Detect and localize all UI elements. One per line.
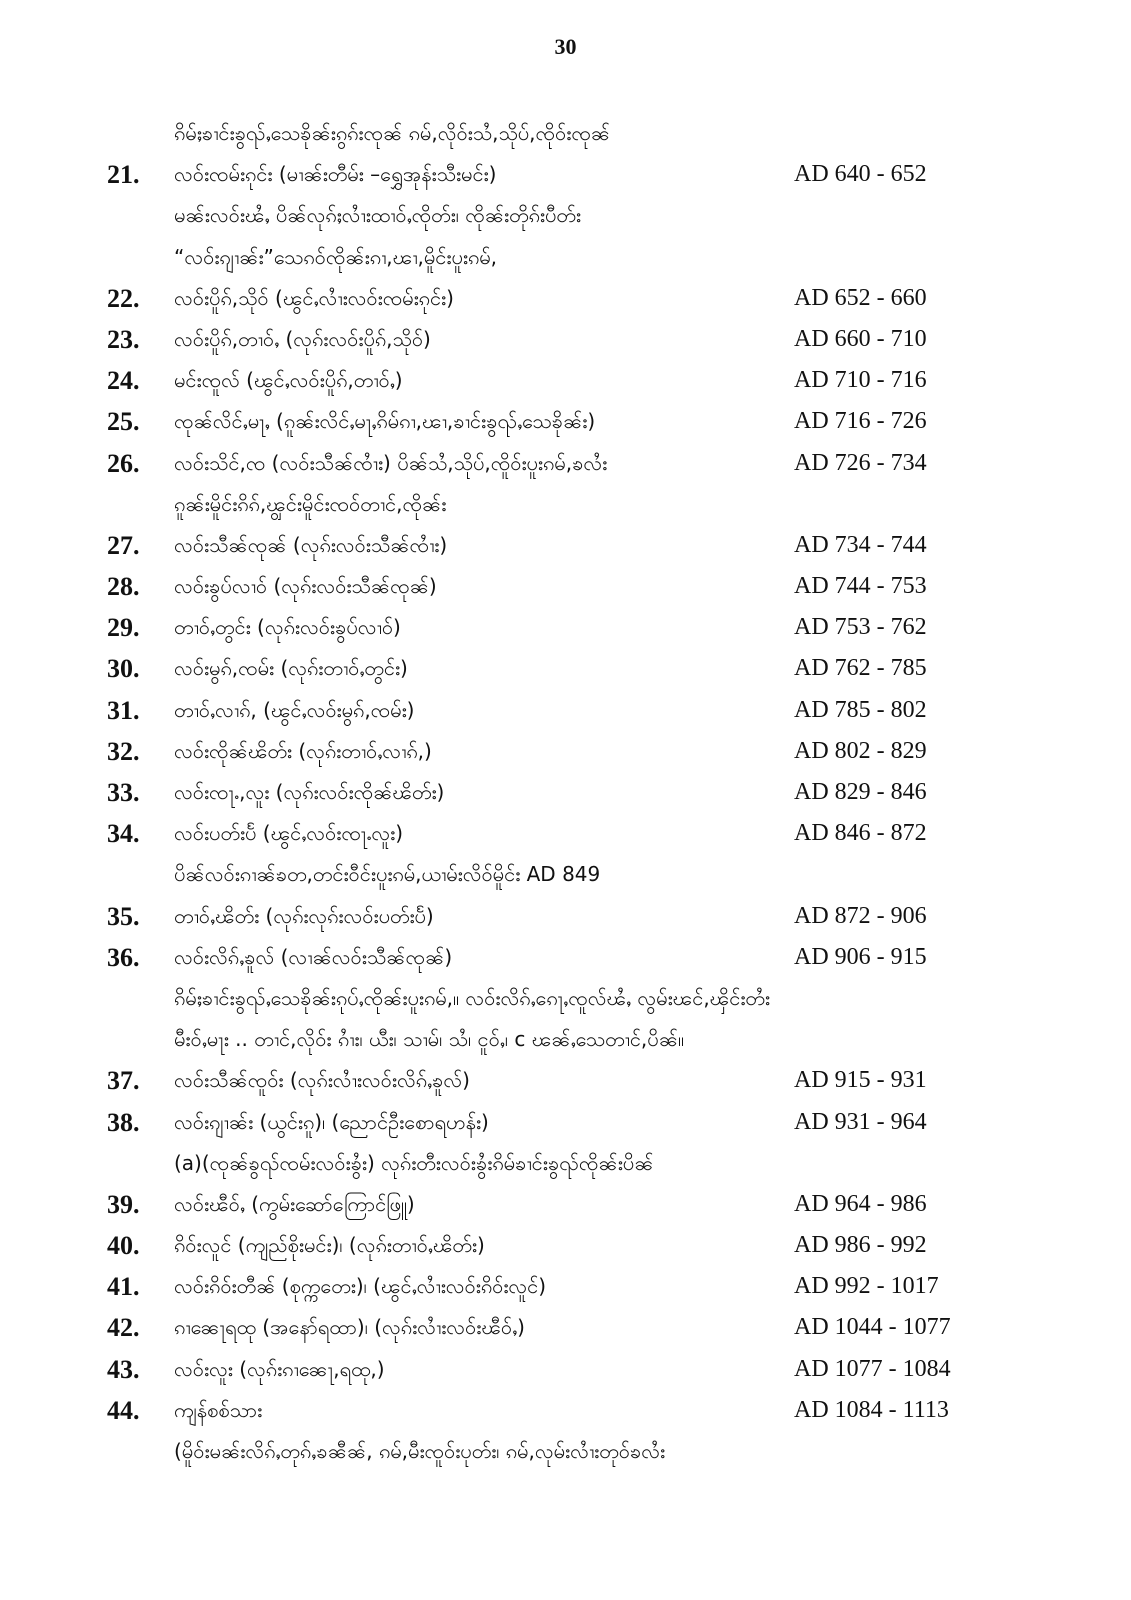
- entry-text: တၢဝ်ႇၽိတ်း (လုၵ်းလုၵ်းလဝ်းပတ်းပႅ): [174, 903, 434, 928]
- entry-number: 43.: [107, 1354, 140, 1384]
- entry-row: [0, 937, 1131, 978]
- entry-text: ကျန်စစ်သား: [174, 1397, 263, 1422]
- entry-date-range: AD 710 - 716: [794, 367, 927, 394]
- entry-number: 42.: [107, 1313, 140, 1343]
- entry-row: [0, 566, 1131, 607]
- entry-number: 29.: [107, 613, 140, 643]
- entry-number: 35.: [107, 901, 140, 931]
- entry-date-range: AD 829 - 846: [794, 779, 927, 805]
- entry-text: လဝ်းလူး (လုၵ်းၵၢၼေႃ,ရထု,): [174, 1356, 385, 1381]
- entry-number: 31.: [107, 695, 140, 725]
- continuation-row: [0, 1143, 1131, 1184]
- entry-date-range: AD 734 - 744: [794, 531, 927, 558]
- entry-row: [0, 443, 1131, 484]
- continuation-row: [0, 195, 1131, 236]
- entry-row: [0, 1390, 1131, 1431]
- entry-text: (မိူဝ်းမၼ်းလိၵ်ႇတုၵ်ႇၶၼီၼ်, ၵမ်,မီးၸူဝ်းပုတ်း၊ ၵမ်,လုမ်းလၢႆးတုဝ်ၶလႆး: [174, 1439, 666, 1463]
- entry-text: လဝ်းသိင်,ၸ (လဝ်းသီၼ်ၸၢႆး) ပိၼ်သႆ,သိုပ်,ၸိူဝ်းပူးၵမ်,ၶလႆး: [174, 450, 608, 475]
- entry-row: [0, 319, 1131, 360]
- entry-text: လဝ်းပတ်းပႅ (ၽွင်ႇလဝ်းၸႃႉလူး): [174, 821, 404, 846]
- entry-date-range: AD 785 - 802: [794, 696, 927, 723]
- entry-number: 22.: [107, 283, 140, 313]
- continuation-row: [0, 1431, 1131, 1472]
- entry-number: 37.: [107, 1066, 140, 1096]
- entry-date-range: AD 660 - 710: [794, 325, 927, 352]
- entry-text: လဝ်းမွၵ်,ၸမ်း (လုၵ်းတၢဝ်ႇတွင်း): [174, 656, 408, 681]
- entry-text: မီးဝ်ႇမႃး .. တၢင်,လိုဝ်း ၵၢႆး၊ ယီး၊ သၢမ်၊ သႆ၊ ငူဝ်ႇ၊ c ၽၼ်ႇသေတၢင်,ပိၼ်။: [174, 1027, 685, 1052]
- entry-text: လဝ်းၶွပ်လၢဝ် (လုၵ်းလဝ်းသီၼ်ၸုၼ်): [174, 574, 437, 599]
- continuation-row: [0, 484, 1131, 525]
- entry-date-range: AD 802 - 829: [794, 737, 927, 764]
- entry-text: လဝ်းၸိုၼ်ၽိတ်း (လုၵ်းတၢဝ်ႇလၢၵ်,): [174, 738, 432, 763]
- continuation-row: [0, 113, 1131, 154]
- entry-date-range: AD 716 - 726: [794, 408, 927, 435]
- entry-text: ၵိဝ်းလူင် (ကျည်စိုးမင်း)၊ (လုၵ်းတၢဝ်ႇၽိတ်း): [174, 1233, 485, 1258]
- entry-row: [0, 1307, 1131, 1348]
- entry-date-range: AD 726 - 734: [794, 449, 927, 476]
- entry-date-range: AD 964 - 986: [794, 1190, 927, 1217]
- entry-text: တၢဝ်ႇလၢၵ်, (ၽွင်ႇလဝ်းမွၵ်,ၸမ်း): [174, 697, 415, 722]
- entry-date-range: AD 1084 - 1113: [794, 1396, 949, 1423]
- entry-number: 33.: [107, 778, 140, 807]
- entry-text: ၵိမ်ႈၶၢင်းၶွၺ်ႇသေၶိုၼ်းၵွၵ်းၸုၼ် ၵမ်,လိုဝ်းသႆ,သိုပ်,ၸိုဝ်းၸုၼ်: [174, 121, 611, 145]
- entry-row: [0, 813, 1131, 854]
- continuation-row: [0, 854, 1131, 895]
- entry-text: ၵိမ်ႈၶၢင်းၶွၺ်ႇသေၶိုၼ်းၵုပ်ႇၸိုၼ်းပူးၵမ်,။ လဝ်းလိၵ်ႇၵေႃႇၸူလ်ၽႆႇ လွမ်းၽင်,ၾိင်းတႆး: [174, 985, 770, 1010]
- entry-text: လဝ်းၵိဝ်းတီၼ် (စုက္ကတေး)၊ (ၽွင်ႇလၢႆးလဝ်းၵိဝ်းလူင်): [174, 1274, 547, 1299]
- entry-number: 32.: [107, 736, 140, 766]
- entry-date-range: AD 906 - 915: [794, 943, 927, 970]
- entry-number: 39.: [107, 1189, 140, 1219]
- entry-row: [0, 1060, 1131, 1101]
- entry-text: ၵူၼ်းမိူင်းၵိၵ်,ၾွင်းမိူင်းၸဝ်တၢင်,ၸိုၼ်း: [174, 491, 447, 516]
- entry-text: လဝ်းပိူၵ်,တၢဝ်ႇ (လုၵ်းလဝ်းပိူၵ်,သိုဝ်): [174, 326, 431, 351]
- entry-date-range: AD 992 - 1017: [794, 1273, 939, 1300]
- entry-number: 24.: [107, 366, 140, 396]
- entry-number: 25.: [107, 407, 140, 437]
- entry-date-range: AD 762 - 785: [794, 655, 927, 682]
- entry-row: [0, 772, 1131, 813]
- entry-number: 27.: [107, 530, 140, 560]
- entry-row: [0, 690, 1131, 731]
- entry-text: “လဝ်းၵျၢၼ်း”သေၵဝ်ၸိုၼ်းၵၢ,ၽၢ,မိူင်းပူးၵမ်,: [174, 244, 497, 269]
- entry-row: [0, 1102, 1131, 1143]
- entry-text: လဝ်းသီၼ်ၸူဝ်း (လုၵ်းလၢႆးလဝ်းလိၵ်ႇၶူလ်): [174, 1068, 470, 1093]
- entry-date-range: AD 652 - 660: [794, 284, 927, 311]
- entry-row: [0, 648, 1131, 689]
- entry-number: 34.: [107, 819, 140, 849]
- entry-number: 41.: [107, 1272, 140, 1302]
- entry-text: ပိၼ်လဝ်းၵၢၼ်ၶတ,တင်းဝီင်းပူးၵမ်,ယၢမ်းလိဝ်မိူင်း AD 849: [174, 862, 601, 887]
- entry-row: [0, 525, 1131, 566]
- entry-date-range: AD 872 - 906: [794, 902, 927, 929]
- entry-date-range: AD 915 - 931: [794, 1067, 927, 1094]
- entry-row: [0, 401, 1131, 442]
- entry-text: (a)(ၸုၼ်ၶွၺ်ၸမ်းလဝ်းၶွႆး) လုၵ်းတီးလဝ်းၶွႆးၵိမ်ၶၢင်းၶွၺ်ၸိုၼ်းပိၼ်: [174, 1150, 654, 1175]
- entry-date-range: AD 986 - 992: [794, 1232, 927, 1259]
- continuation-row: [0, 978, 1131, 1019]
- entry-text: လဝ်းၸမ်းၵုင်း (မၢၼ်းတီမ်း –ရွှေအုန်းသီးမင်း): [174, 162, 497, 187]
- entry-row: [0, 607, 1131, 648]
- entry-text: လဝ်းပိူၵ်,သိုဝ် (ၽွင်ႇလၢႆးလဝ်းၸမ်းၵုင်း): [174, 285, 454, 310]
- entry-number: 38.: [107, 1107, 140, 1137]
- entry-number: 21.: [107, 160, 140, 190]
- continuation-row: [0, 237, 1131, 278]
- entry-row: [0, 154, 1131, 195]
- entry-row: [0, 731, 1131, 772]
- entry-number: 26.: [107, 448, 140, 478]
- entry-number: 40.: [107, 1231, 140, 1261]
- entry-text: တၢဝ်ႇတွင်း (လုၵ်းလဝ်းၶွပ်လၢဝ်): [174, 615, 401, 640]
- entry-row: [0, 278, 1131, 319]
- entry-date-range: AD 1077 - 1084: [794, 1355, 951, 1382]
- chronology-list: [0, 113, 1131, 1472]
- entry-text: ၸုၼ်လိင်ႇမႃႇ (ၵူၼ်းလိင်ႇမႃႇၵိမ်ၵၢ,ၽၢ,ၶၢင်းၶွၺ်ႇသေၶိုၼ်း): [174, 409, 596, 434]
- entry-text: ၵၢၼေႃရထု (အနော်ရထာ)၊ (လုၵ်းလၢႆးလဝ်းၽီဝ်ႇ): [174, 1315, 525, 1340]
- entry-date-range: AD 931 - 964: [794, 1108, 927, 1135]
- entry-row: [0, 1266, 1131, 1307]
- entry-number: 23.: [107, 324, 140, 354]
- entry-number: 44.: [107, 1395, 140, 1425]
- entry-date-range: AD 640 - 652: [794, 161, 927, 188]
- entry-text: လဝ်းၽီဝ်ႇ (ကွမ်းဆော်ကြောင်ဖြူ): [174, 1191, 415, 1216]
- entry-row: [0, 896, 1131, 937]
- entry-row: [0, 360, 1131, 401]
- entry-text: လဝ်းၸႃႉ,လူး (လုၵ်းလဝ်းၸိုၼ်ၽိတ်း): [174, 780, 445, 804]
- continuation-row: [0, 1019, 1131, 1060]
- entry-date-range: AD 846 - 872: [794, 820, 927, 847]
- entry-text: မင်းၸူလ် (ၽွင်ႇလဝ်းပိူၵ်,တၢဝ်ႇ): [174, 368, 403, 393]
- page-number: 30: [554, 34, 577, 59]
- entry-text: လဝ်းလိၵ်ႇၶူလ် (လၢၼ်လဝ်းသီၼ်ၸုၼ်): [174, 944, 453, 969]
- entry-number: 28.: [107, 572, 140, 602]
- entry-date-range: AD 744 - 753: [794, 573, 927, 600]
- entry-row: [0, 1184, 1131, 1225]
- entry-date-range: AD 753 - 762: [794, 614, 927, 641]
- entry-date-range: AD 1044 - 1077: [794, 1314, 951, 1341]
- entry-row: [0, 1225, 1131, 1266]
- entry-row: [0, 1349, 1131, 1390]
- entry-text: လဝ်းၵျၢၼ်း (ယွင်းၵူ)၊ (ညောင်ဦးစောရဟန်း): [174, 1109, 489, 1134]
- entry-text: မၼ်းလဝ်းၽႆႇ ပိၼ်လုၵ်ႈလၢႆးထၢဝ်ႇၸိုတ်း၊ ၸိုၼ်းတိုၵ်းပီတ်း: [174, 203, 581, 228]
- entry-number: 36.: [107, 942, 140, 972]
- entry-text: လဝ်းသီၼ်ၸုၼ် (လုၵ်းလဝ်းသီၼ်ၸၢႆး): [174, 532, 448, 557]
- entry-number: 30.: [107, 654, 140, 684]
